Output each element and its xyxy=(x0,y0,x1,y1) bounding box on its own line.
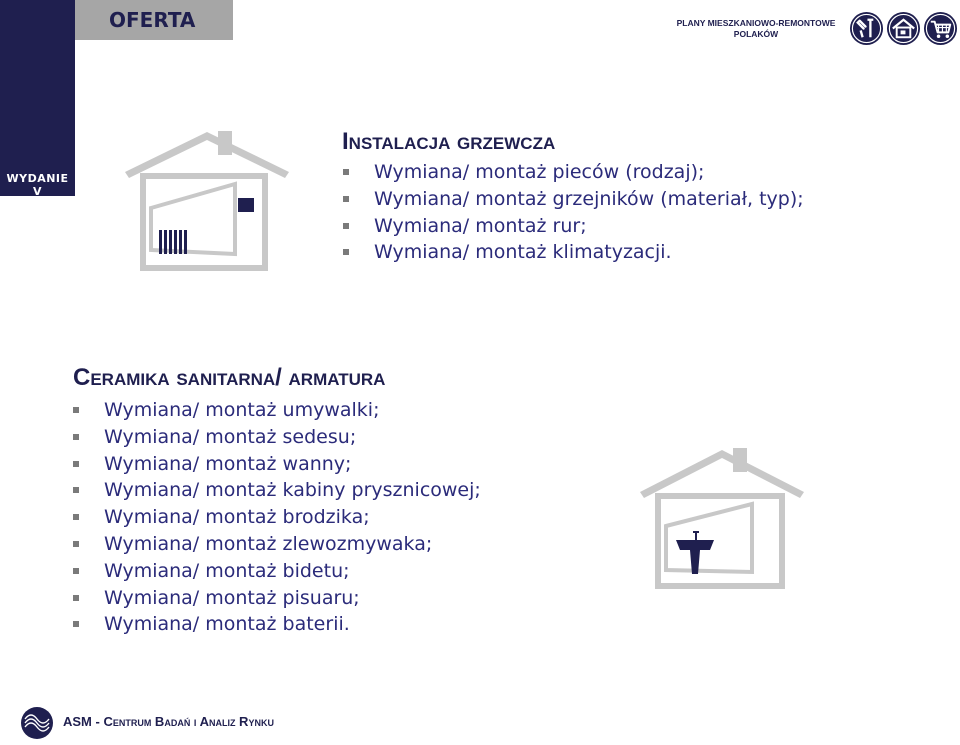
list-item: Wymiana/ montaż baterii. xyxy=(73,611,481,638)
heading-sanitary: Ceramika sanitarna/ armatura xyxy=(73,364,386,391)
heating-list xyxy=(343,159,804,266)
sanitary-house-illustration xyxy=(640,442,805,592)
sanitary-list xyxy=(73,397,481,638)
list-item: Wymiana/ montaż wanny; xyxy=(73,451,481,478)
list-item: Wymiana/ montaż bidetu; xyxy=(73,558,481,585)
brand-line-2: POLAKÓW xyxy=(733,29,779,39)
list-item: Wymiana/ montaż pisuaru; xyxy=(73,585,481,612)
list-item: Wymiana/ montaż kabiny prysznicowej; xyxy=(73,477,481,504)
tools-icon xyxy=(849,11,884,46)
house-icon xyxy=(886,11,921,46)
shopping-cart-icon xyxy=(923,11,958,46)
list-item: Wymiana/ montaż brodzika; xyxy=(73,504,481,531)
edition-sidebar xyxy=(0,0,75,196)
heading-heating: Instalacja grzewcza xyxy=(342,128,556,155)
list-item: Wymiana/ montaż klimatyzacji. xyxy=(343,239,804,266)
brand-title xyxy=(676,18,836,40)
thermostat-icon xyxy=(238,198,254,212)
list-item: Wymiana/ montaż grzejników (materiał, typ); xyxy=(343,186,804,213)
heating-house-illustration xyxy=(125,126,290,271)
asm-logo xyxy=(20,706,54,740)
brand-line-1: PLANY MIESZKANIOWO-REMONTOWE xyxy=(676,18,836,28)
list-item: Wymiana/ montaż pieców (rodzaj); xyxy=(343,159,804,186)
edition-label: WYDANIE V xyxy=(6,172,69,198)
washbasin-icon xyxy=(676,532,714,574)
list-item: Wymiana/ montaż zlewozmywaka; xyxy=(73,531,481,558)
list-item: Wymiana/ montaż umywalki; xyxy=(73,397,481,424)
footer-text: ASM - Centrum Badań i Analiz Rynku xyxy=(63,714,274,729)
oferta-tab: OFERTA xyxy=(75,0,233,40)
list-item: Wymiana/ montaż rur; xyxy=(343,213,804,240)
list-item: Wymiana/ montaż sedesu; xyxy=(73,424,481,451)
